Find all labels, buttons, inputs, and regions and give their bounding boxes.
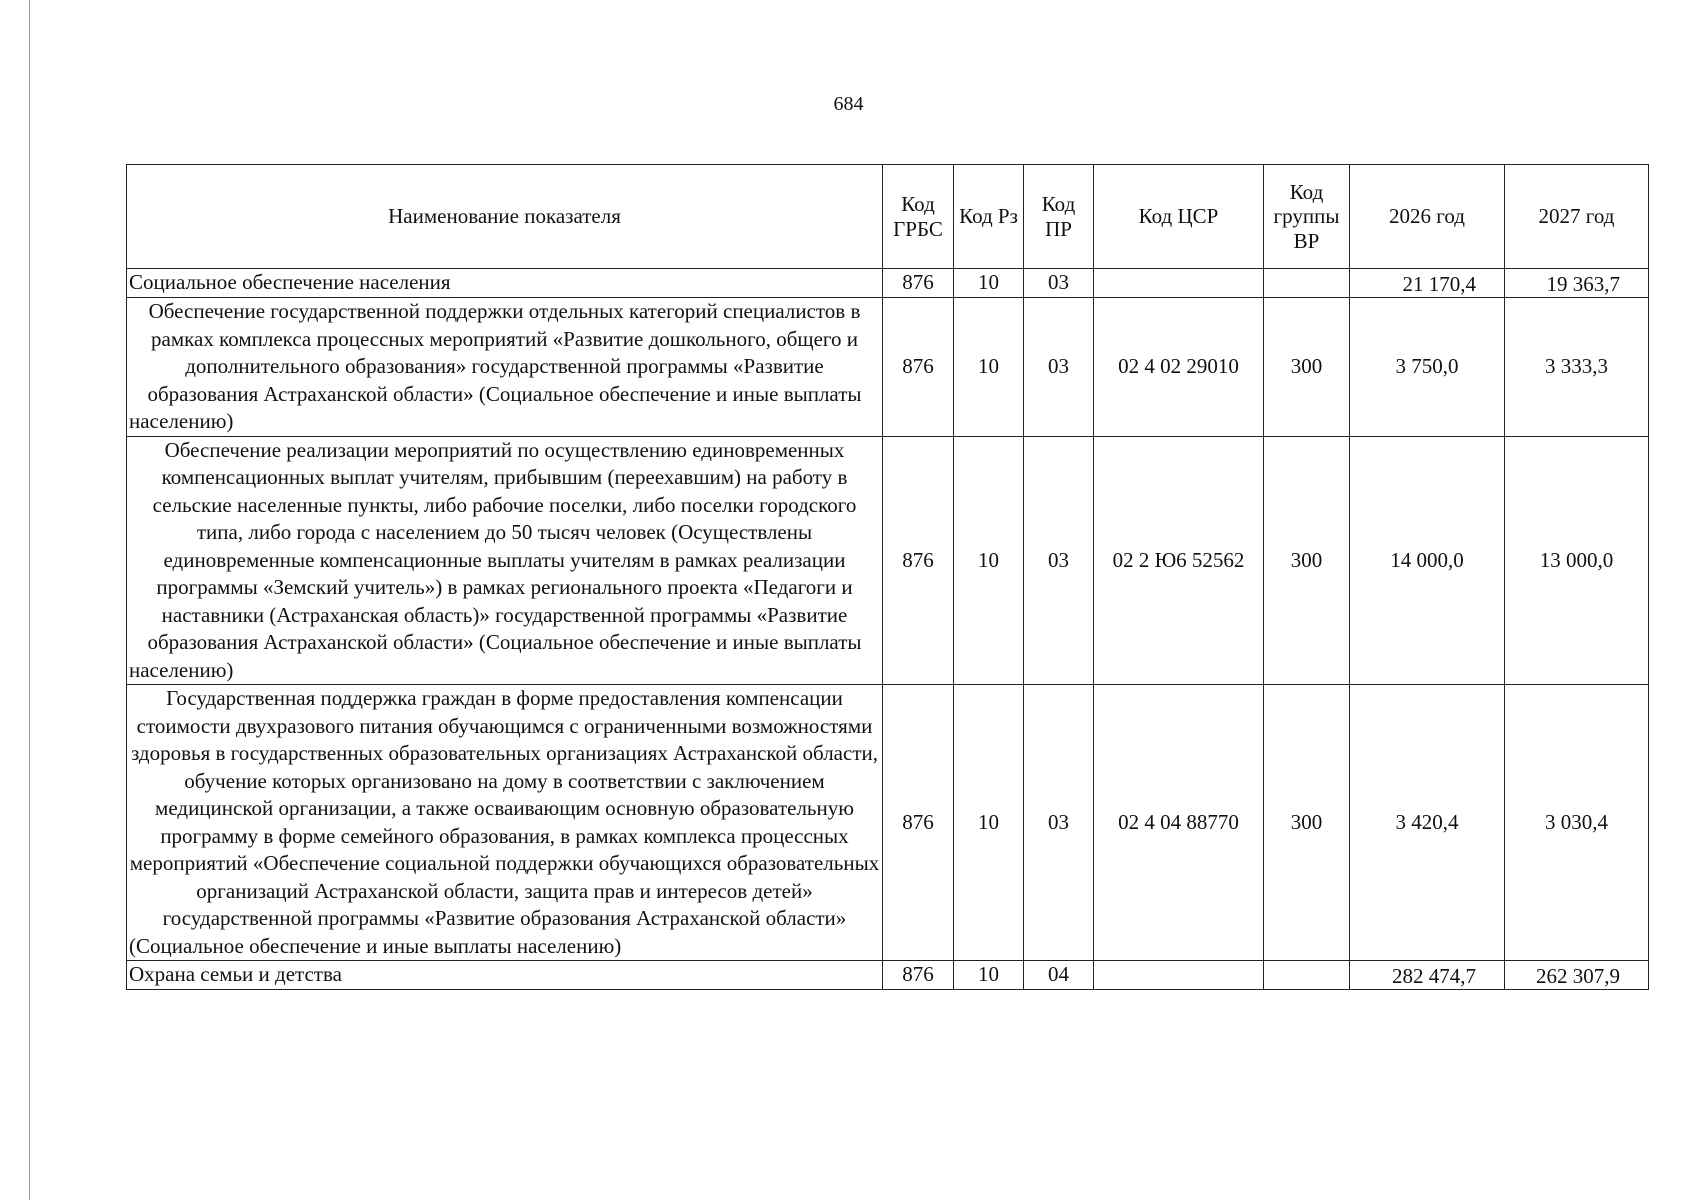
row-2027: 3 030,4 (1505, 685, 1649, 961)
header-2026: 2026 год (1350, 165, 1505, 269)
row-csr (1094, 269, 1264, 298)
table-row (127, 961, 1649, 990)
header-grbs: Код ГРБС (883, 165, 954, 269)
row-rz: 10 (954, 269, 1024, 298)
row-name: Обеспечение государственной поддержки отдельных категорий специалистов в рамках комплекса процессных мероприятий «Развитие дошкольного, общего и дополнительного образования» государственной программы «Развитие образования Астраханской области» (Социальное обеспечение и иные выплаты населению) (127, 298, 883, 437)
row-2027: 262 307,9 (1505, 961, 1649, 990)
table-row (127, 269, 1649, 298)
row-vr: 300 (1264, 685, 1350, 961)
row-vr (1264, 961, 1350, 990)
row-csr: 02 4 02 29010 (1094, 298, 1264, 437)
row-vr (1264, 269, 1350, 298)
row-csr: 02 4 04 88770 (1094, 685, 1264, 961)
row-rz: 10 (954, 436, 1024, 685)
header-vr: Код группы ВР (1264, 165, 1350, 269)
row-grbs: 876 (883, 436, 954, 685)
row-pr: 03 (1024, 298, 1094, 437)
row-rz: 10 (954, 298, 1024, 437)
header-row (127, 165, 1649, 269)
row-2026: 14 000,0 (1350, 436, 1505, 685)
row-2027: 3 333,3 (1505, 298, 1649, 437)
row-name: Государственная поддержка граждан в форме предоставления компенсации стоимости двухразового питания обучающимся с ограниченными возможностями здоровья в государственных образовательных организациях Астраханской области, обучение которых организовано на дому в соответствии с заключением медицинской организации, а также осваивающим основную образовательную программу в форме семейного образования, в рамках комплекса процессных мероприятий «Обеспечение социальной поддержки обучающихся образовательных организаций Астраханской области, защита прав и интересов детей» государственной программы «Развитие образования Астраханской области» (Социальное обеспечение и иные выплаты населению) (127, 685, 883, 961)
row-pr: 03 (1024, 436, 1094, 685)
row-rz: 10 (954, 961, 1024, 990)
row-name: Охрана семьи и детства (127, 961, 883, 990)
row-pr: 03 (1024, 685, 1094, 961)
row-csr: 02 2 Ю6 52562 (1094, 436, 1264, 685)
row-pr: 04 (1024, 961, 1094, 990)
row-grbs: 876 (883, 298, 954, 437)
budget-table (126, 164, 1649, 990)
row-2027: 19 363,7 (1505, 269, 1649, 298)
header-name: Наименование показателя (127, 165, 883, 269)
row-vr: 300 (1264, 436, 1350, 685)
scan-margin-line (29, 0, 30, 1200)
row-pr: 03 (1024, 269, 1094, 298)
row-name: Обеспечение реализации мероприятий по осуществлению единовременных компенсационных выплат учителям, прибывшим (переехавшим) на работу в сельские населенные пункты, либо рабочие поселки, либо поселки городского типа, либо города с населением до 50 тысяч человек (Осуществлены единовременные компенсационные выплаты учителям в рамках реализации программы «Земский учитель») в рамках регионального проекта «Педагоги и наставники (Астраханская область)» государственной программы «Развитие образования Астраханской области» (Социальное обеспечение и иные выплаты населению) (127, 436, 883, 685)
row-2026: 282 474,7 (1350, 961, 1505, 990)
page-number: 684 (833, 93, 864, 115)
row-vr: 300 (1264, 298, 1350, 437)
row-csr (1094, 961, 1264, 990)
header-2027: 2027 год (1505, 165, 1649, 269)
table-row (127, 436, 1649, 685)
row-grbs: 876 (883, 961, 954, 990)
row-2026: 21 170,4 (1350, 269, 1505, 298)
header-rz: Код Рз (954, 165, 1024, 269)
row-2026: 3 750,0 (1350, 298, 1505, 437)
row-2027: 13 000,0 (1505, 436, 1649, 685)
header-pr: Код ПР (1024, 165, 1094, 269)
table-row (127, 685, 1649, 961)
table-row (127, 298, 1649, 437)
row-2026: 3 420,4 (1350, 685, 1505, 961)
row-grbs: 876 (883, 269, 954, 298)
row-name: Социальное обеспечение населения (127, 269, 883, 298)
header-csr: Код ЦСР (1094, 165, 1264, 269)
row-rz: 10 (954, 685, 1024, 961)
row-grbs: 876 (883, 685, 954, 961)
